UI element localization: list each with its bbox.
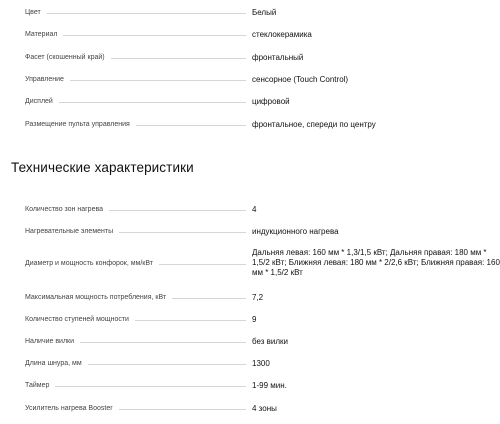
spec-leader-line	[80, 342, 246, 343]
spec-value: 7,2	[252, 292, 264, 302]
spec-leader-line	[136, 125, 246, 126]
spec-row-heating-zones	[0, 204, 500, 215]
spec-value: Белый	[252, 7, 277, 17]
spec-row-burner-diameter-power	[0, 248, 500, 279]
spec-label: Диаметр и мощность конфорок, мм/кВт	[25, 259, 159, 268]
spec-leader-line	[119, 409, 246, 410]
spec-label: Цвет	[25, 8, 47, 17]
spec-leader-line	[172, 298, 246, 299]
spec-value: сенсорное (Touch Control)	[252, 74, 349, 84]
spec-label: Размещение пульта управления	[25, 120, 136, 129]
spec-label: Фасет (скошенный край)	[25, 53, 111, 62]
spec-row-display	[0, 96, 500, 107]
spec-value: Дальняя левая: 160 мм * 1,3/1,5 кВт; Дальняя правая: 180 мм * 1,5/2 кВт; Ближняя левая: 180 мм * 2/2,6 кВт; Ближняя правая: 160 мм * 1,5/2 кВт	[252, 248, 500, 277]
spec-label: Нагревательные элементы	[25, 227, 119, 236]
spec-row-booster	[0, 403, 500, 414]
spec-label: Максимальная мощность потребления, кВт	[25, 293, 172, 302]
spec-leader-line	[119, 232, 246, 233]
spec-label: Длина шнура, мм	[25, 359, 88, 368]
spec-leader-line	[59, 102, 246, 103]
spec-label: Таймер	[25, 381, 55, 390]
spec-value: фронтальное, спереди по центру	[252, 119, 376, 129]
spec-row-facet	[0, 52, 500, 63]
spec-value: 1-99 мин.	[252, 380, 287, 390]
section-title: Технические характеристики	[11, 160, 194, 175]
spec-leader-line	[159, 264, 246, 265]
spec-row-max-power	[0, 292, 500, 303]
spec-label: Количество зон нагрева	[25, 205, 109, 214]
spec-value: стеклокерамика	[252, 29, 312, 39]
spec-leader-line	[63, 35, 246, 36]
spec-value: без вилки	[252, 336, 289, 346]
spec-value: 1300	[252, 358, 270, 368]
spec-row-timer	[0, 380, 500, 391]
spec-row-plug	[0, 336, 500, 347]
spec-leader-line	[109, 210, 246, 211]
spec-row-heating-elements	[0, 226, 500, 237]
spec-label: Наличие вилки	[25, 337, 80, 346]
spec-leader-line	[135, 320, 246, 321]
spec-value: индукционного нагрева	[252, 226, 339, 236]
spec-row-cord-length	[0, 358, 500, 369]
spec-value: 9	[252, 314, 257, 324]
spec-leader-line	[88, 364, 246, 365]
spec-row-control	[0, 74, 500, 85]
spec-leader-line	[55, 386, 246, 387]
spec-row-panel-placement	[0, 119, 500, 130]
spec-leader-line	[70, 80, 246, 81]
spec-label: Материал	[25, 30, 63, 39]
spec-label: Управление	[25, 75, 70, 84]
spec-leader-line	[47, 13, 246, 14]
spec-row-power-levels	[0, 314, 500, 325]
spec-row-color	[0, 7, 500, 18]
spec-label: Количество ступеней мощности	[25, 315, 135, 324]
spec-leader-line	[111, 58, 246, 59]
spec-value: цифровой	[252, 96, 290, 106]
spec-value: 4 зоны	[252, 403, 277, 413]
spec-value: 4	[252, 204, 257, 214]
spec-value: фронтальный	[252, 52, 304, 62]
spec-label: Усилитель нагрева Booster	[25, 404, 119, 413]
spec-row-material	[0, 29, 500, 40]
spec-label: Дисплей	[25, 97, 59, 106]
